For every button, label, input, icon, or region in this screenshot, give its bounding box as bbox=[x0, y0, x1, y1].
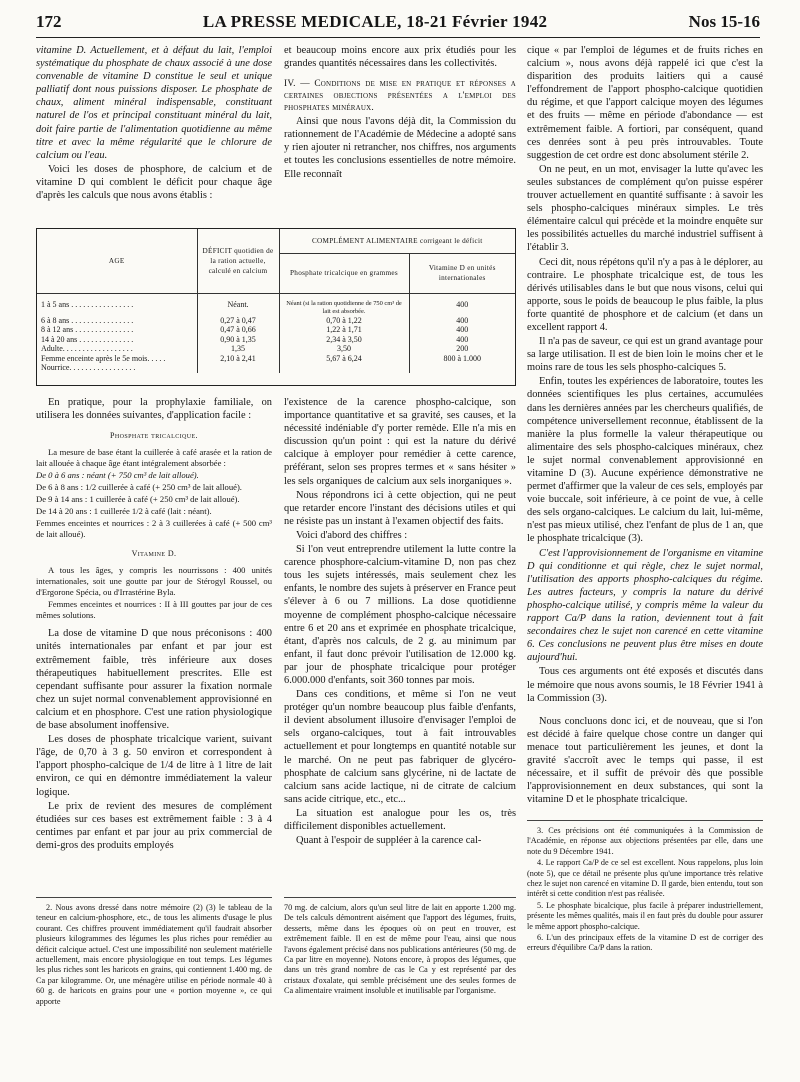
section-heading: IV. — Conditions de mise en pratique et réponses a certaines objections présentées a l'emploi des phosphates minéraux. bbox=[284, 79, 516, 114]
table-cell-age: 6 à 8 ans . . . . . . . . . . . . . . . . bbox=[37, 316, 197, 326]
table-cell-vitamine: 200 bbox=[456, 344, 469, 354]
paragraph: Quant à l'espoir de suppléer à la carence cal- bbox=[296, 835, 482, 847]
table-cell-age: 14 à 20 ans . . . . . . . . . . . . . . bbox=[37, 335, 197, 345]
paragraph: Nous concluons donc ici, et de nouveau, que si l'on est décidé à faire quelque chose contre un danger qui menace tout particulièrement les jeunes, et dont la gravité s'accroît avec le temps qui passe, il est nécessaire, et il suffit de prévoir dès que possible l'approvisionnement en deux substances, qui sont la vitamine D et le phosphate tricalcique. bbox=[527, 715, 763, 806]
subsection-title: Vitamine D. bbox=[131, 549, 177, 559]
table-cell-deficit: Néant. bbox=[197, 293, 279, 316]
footnote-block bbox=[36, 903, 272, 1008]
column-1-bottom bbox=[36, 396, 272, 853]
paragraph: C'est l'approvisionnement de l'organisme en vitamine D qui conditionne et qui règle, chez le sujet normal, l'utilisation des apports phospho-calciques du régime. Les autres facteurs, y compris la nature du dérivé phospho-calcique utilisé, y compris même la valeur du rapport Ca/P dans la ration, deviennent tout à fait secondaires chez le sujet non carencé en cette vitamine 6. Ces conclusions ne peuvent plus être mises en doute aujourd'hui. bbox=[527, 547, 763, 664]
table-cell-phosphate: 1,22 à 1,71 bbox=[279, 325, 409, 335]
table-header-vitamine: Vitamine D en unités internationales bbox=[409, 253, 515, 293]
table-cell-vitamine: 400 bbox=[456, 334, 469, 344]
note-line: De 0 à 6 ans : néant (+ 750 cm³ de lait alloué). bbox=[36, 470, 199, 481]
table-cell-vitamine: 800 à 1.000 bbox=[443, 353, 482, 363]
paragraph: Il n'a pas de saveur, ce qui est un grand avantage pour sa large utilisation. Il est de bien loin le moins cher et le moins rare de tous les sels phospho-calciques 5. bbox=[527, 336, 763, 374]
note-line: La mesure de base étant la cuillerée à café arasée et la ration de lait allouée à chaque âge étant intégralement absorbée : bbox=[36, 447, 272, 469]
table-cell-phosphate: 0,70 à 1,22 bbox=[279, 316, 409, 326]
table-cell-phosphate: 3,50 bbox=[279, 344, 409, 354]
table-cell-deficit bbox=[197, 363, 279, 373]
paragraph: Dans ces conditions, et même si l'on ne veut protéger qu'un nombre beaucoup plus faible d'enfants, il devient absolument illusoire d'envisager l'emploi de sels organo-calciques, tout à fait introuvables actuellement et pour longtemps en quantité notable sur le marché. On ne peut pas fabriquer de glycéro-phosphate de calcium sans glycérine, ni de lactate de calcium sans acide lactique, ni de citrate de calcium sans acide citrique, etc., etc... bbox=[284, 689, 516, 805]
paragraph: La dose de vitamine D que nous préconisons : 400 unités internationales par enfant et par jour est extrêmement faible, très inférieure aux doses thérapeutiques habituellement prescrites. Elle est cependant suffisante pour assurer la fixation normale chez un sujet normal convenablement approvisionné en calcium et en phosphore. C'est une ration physiologique de base absolument inoffensive. bbox=[36, 628, 272, 732]
footnote-rule bbox=[527, 820, 763, 821]
table-cell-deficit: 1,35 bbox=[197, 344, 279, 354]
table-cell-phosphate bbox=[279, 363, 409, 373]
note-line: A tous les âges, y compris les nourrissons : 400 unités internationales, soit une goutte par jour de Stérogyl Roussel, ou d'Ergorone Spécia, ou d'Irrastérine Byla. bbox=[36, 565, 272, 598]
paragraph: Voici les doses de phosphore, de calcium et de vitamine D qui comblent le déficit pour chaque âge d'après les calculs que nous avons établis : bbox=[36, 163, 272, 202]
table-cell-phosphate: Néant (si la ration quotidienne de 750 cm³ de lait est absorbée. bbox=[279, 293, 409, 316]
dosage-table bbox=[36, 228, 516, 386]
paragraph: Voici d'abord des chiffres : bbox=[296, 529, 408, 541]
paragraph: Enfin, toutes les expériences de laboratoire, toutes les données scientifiques les plus certaines, accumulées dans les dernières années par les chercheurs qualifiés, de compétence universellement reconnue, établissent de la manière la plus formelle la valeur thérapeutique ou alimentaire des sels phospho-calciques minéraux, chez le sujet normal convenablement approvisionné en vitamine D (3). Aucune expérience démonstrative ne permet d'affirmer que la valeur de ces sels, employés par voie buccale, soit inférieure, à ce point de vue, à celle des sels organo-calciques. Le calcium du lait, lui-même, n'est pas mieux utilisé, chez l'enfant de plus de 1 an, que le phosphate tricalcique (3). bbox=[527, 376, 763, 545]
paragraph: Si l'on veut entreprendre utilement la lutte contre la carence phosphore-calcium-vitamine D, non pas chez tous les sujets intéressés, mais seulement chez les enfants, le nombre des sujets à préserver en France peut s'élever à 6 ou 7 millions. La dose quotidienne moyenne de complément phospho-calcique nécessaire entre 6 et 20 ans et exprimée en phosphate tricalcique, étant, d'après nos calculs, de 2 g. au minimum par enfant, il faut donc prévoir l'utilisation de 12.000 kg. par jour de phosphate tricalcique pour protéger 6.000.000 d'enfants, soit 360 tonnes par mois. bbox=[284, 544, 516, 686]
footnote-rule bbox=[36, 897, 272, 898]
footnote: 70 mg. de calcium, alors qu'un seul litre de lait en apporte 1.200 mg. De tels calculs démontrent aisément que l'apport des légumes, fruits, desserts, même dans les époques où on peut en trouver, est extrêmement faible. Il en est de même pour l'eau, ainsi que nous l'avons également précisé dans nos publications antérieures (50 mg. de Ca par litre en moyenne). Notons encore, à propos des légumes, que dans un très grand nombre de cas le Ca y est représenté par des cristaux d'oxalate, qui semble précisément une des seules formes de Ca alimentaire vraiment insoluble et inutilisable par l'organisme. bbox=[284, 903, 516, 996]
table-header-complement: COMPLÉMENT ALIMENTAIRE corrigeant le déficit bbox=[279, 229, 515, 253]
table-cell-vitamine bbox=[409, 363, 515, 373]
table-cell-age: Femme enceinte après le 5e mois. . . . . bbox=[37, 354, 197, 364]
table-cell-deficit: 0,90 à 1,35 bbox=[197, 335, 279, 345]
table-header-phosphate: Phosphate tricalcique en grammes bbox=[279, 253, 409, 293]
table-row bbox=[37, 293, 515, 316]
paragraph: cique « par l'emploi de légumes et de fruits riches en calcium », nous avons déjà rappelé ici que c'est la disparition des produits laitiers qui a causé l'effondrement de l'apport phospho-calcique quotidien du régime, et que l'apport calcique moyen des légumes et des fruits — même en période d'abondance — est extrêmement faible. A fortiori, par conséquent, quand ces denrées sont à peu près introuvables. Toute suggestion de cet ordre est donc absolument stérile 2. bbox=[527, 45, 763, 161]
note-line: Femmes enceintes et nourrices : II à III gouttes par jour de ces mêmes solutions. bbox=[36, 599, 272, 621]
note-line: De 14 à 20 ans : 1 cuillerée 1/2 à café (lait : néant). bbox=[36, 506, 212, 517]
table-cell-deficit: 0,27 à 0,47 bbox=[197, 316, 279, 326]
footnote: 3. Ces précisions ont été communiquées à la Commission de l'Académie, en réponse aux objections présentées par elle, dans une note du 9 Décembre 1941. bbox=[527, 826, 763, 856]
journal-title: LA PRESSE MEDICALE, 18-21 Février 1942 bbox=[202, 12, 548, 31]
note-line: De 6 à 8 ans : 1/2 cuillerée à café (+ 250 cm³ de lait alloué). bbox=[36, 482, 242, 493]
paragraph: Les doses de phosphate tricalcique varient, suivant l'âge, de 0,70 à 3 g. 50 environ et correspondent à l'apport phospho-calcique de 1/4 de litre à 1 litre de lait environ, ce qui en démontre immédiatement la valeur logique. bbox=[36, 734, 272, 798]
footnote-rule bbox=[284, 897, 516, 898]
paragraph: et beaucoup moins encore aux prix étudiés pour les grandes quantités nécessaires dans les collectivités. bbox=[284, 45, 516, 70]
table-cell-phosphate: 2,34 à 3,50 bbox=[279, 335, 409, 345]
footnote-block bbox=[284, 903, 516, 998]
paragraph: On ne peut, en un mot, envisager la lutte qu'avec les seules substances de complément qu'on puisse espérer trouver actuellement en quantité suffisante : à savoir les sels phospho-calciques minéraux simples. Le très élémentaire calcul qui précède et la moindre enquête sur les possibilités actuelles du marché industriel suffisent à l'établir 3. bbox=[527, 163, 763, 254]
column-1-top bbox=[36, 44, 272, 203]
paragraph: En pratique, pour la prophylaxie familiale, on utilisera les données suivantes, d'application facile : bbox=[36, 397, 272, 422]
footnote-block bbox=[527, 826, 763, 955]
table-cell-age: Nourrice. . . . . . . . . . . . . . . . . bbox=[37, 363, 197, 373]
footnote: 5. Le phosphate bicalcique, plus facile à préparer industriellement, présente les mêmes qualités, mais il en faut près du double pour assurer le même apport phospho-calcique. bbox=[527, 900, 763, 931]
paragraph: Le prix de revient des mesures de complément étudiées sur ces bases est extrêmement faible : 3 à 4 centimes par enfant et par jour au prix commercial de demi-gros des produits employés bbox=[36, 800, 272, 851]
table-cell-vitamine: 400 bbox=[456, 325, 469, 335]
paragraph: vitamine D. Actuellement, et à défaut du lait, l'emploi systématique du phosphate de chaux associé à une dose convenable de vitamine D constitue le seul et unique palliatif dont nous puissions disposer. Le phosphate de chaux, aliment minéral indispensable, constituant naturel de l'os et principal constituant minéral du lait, doit faire partie de l'alimentation quotidienne au même titre et avec la même régularité que le chlorure de calcium ou l'eau. bbox=[36, 45, 272, 161]
table-row bbox=[37, 335, 515, 345]
paragraph: Ceci dit, nous répétons qu'il n'y a pas à le déplorer, au contraire. Le phosphate tricalcique est, de tous les dérivés utilisables dans le but que nous visons, celui qui apporte, sous le poids de beaucoup le plus faible, la plus forte quantité de phosphore et de calcium (et dans un excellent rapport 4. bbox=[527, 256, 763, 333]
paragraph: Nous répondrons ici à cette objection, qui ne peut que retarder encore l'instant des décisions utiles et qui ne résiste pas un instant à l'examen objectif des faits. bbox=[284, 489, 516, 527]
table-row bbox=[37, 344, 515, 354]
table-cell-deficit: 2,10 à 2,41 bbox=[197, 354, 279, 364]
table-header-age: AGE bbox=[37, 229, 197, 293]
paragraph: Ainsi que nous l'avons déjà dit, la Commission du rationnement de l'Académie de Médecine a adopté sans y rien ajouter ni retrancher, nos chiffres, nos arguments et toutes les conclusions essentielles de notre mémoire. Elle reconnaît bbox=[284, 116, 516, 180]
table-cell-age: Adulte. . . . . . . . . . . . . . . . . . bbox=[37, 344, 197, 354]
table-row bbox=[37, 354, 515, 364]
table-cell-deficit: 0,47 à 0,66 bbox=[197, 325, 279, 335]
table-row bbox=[37, 316, 515, 326]
page-number: 172 bbox=[36, 12, 62, 31]
table-cell-vitamine: 400 bbox=[456, 315, 469, 325]
note-line: De 9 à 14 ans : 1 cuillerée à café (+ 250 cm³ de lait alloué). bbox=[36, 494, 240, 505]
footnote: 2. Nous avons dressé dans notre mémoire (2) (3) le tableau de la teneur en calcium-phosphore, etc., de tous les aliments d'usage le plus courant. Ces chiffres prouvent immédiatement qu'il faudrait absorber plusieurs kilogrammes des légumes les plus riches pour remédier au déficit calcique actuel. C'est une impossibilité non seulement matérielle actuellement, mais encore physiologique en tout temps. Les légumes les plus riches sont les haricots en grains, qui contiennent 1.400 mg. de Ca par kilogramme. Or, une ménagère utilise en période normale 40 à 60 g. de haricots en grains pour une « portion moyenne », ce qui apporte bbox=[36, 903, 272, 1006]
table-row bbox=[37, 363, 515, 373]
paragraph: Tous ces arguments ont été exposés et discutés dans le mémoire que nous avons soumis, le 18 Février 1941 à la Commission (3). bbox=[527, 666, 763, 704]
table-cell-age: 1 à 5 ans . . . . . . . . . . . . . . . . bbox=[37, 293, 197, 316]
table-cell-vitamine: 400 bbox=[456, 299, 469, 309]
footnote: 6. L'un des principaux effets de la vitamine D est de corriger des erreurs d'équilibre Ca/P dans la ration. bbox=[527, 933, 763, 953]
paragraph: l'existence de la carence phospho-calcique, son importance quantitative et sa gravité, ses causes, et la nécessité indéniable d'y porter remède. Elle n'a mis en discussion qu'un point : qui est la nature du dérivé calcique à employer pour remédier à cette carence, préférant, selon ses propres termes et « sans hésiter » les sels organiques de calcium aux sels inorganiques ». bbox=[284, 397, 516, 487]
column-3 bbox=[527, 44, 763, 807]
column-2-bottom bbox=[284, 396, 516, 848]
subsection-title: Phosphate tricalcique. bbox=[110, 431, 198, 441]
paragraph: La situation est analogue pour les os, très difficilement disponibles actuellement. bbox=[284, 807, 516, 832]
note-line: Femmes enceintes et nourrices : 2 à 3 cuillerées à café (+ 500 cm³ de lait alloué). bbox=[36, 518, 272, 540]
table-row bbox=[37, 325, 515, 335]
footnote: 4. Le rapport Ca/P de ce sel est excellent. Nous rappelons, plus loin (note 5), que ce détail ne présente plus qu'une importance très relative chez le sujet non carencé en vitamine D. Il garde, bien entendu, tout son intérêt si cette condition n'est pas réalisée. bbox=[527, 858, 763, 899]
page-header bbox=[36, 12, 760, 38]
issue-number: Nos 15-16 bbox=[688, 12, 760, 31]
column-2-top bbox=[284, 44, 516, 182]
table-header-deficit: DÉFICIT quotidien de la ration actuelle, calculé en calcium bbox=[197, 229, 279, 293]
table-cell-age: 8 à 12 ans . . . . . . . . . . . . . . . bbox=[37, 325, 197, 335]
table-cell-phosphate: 5,67 à 6,24 bbox=[279, 354, 409, 364]
